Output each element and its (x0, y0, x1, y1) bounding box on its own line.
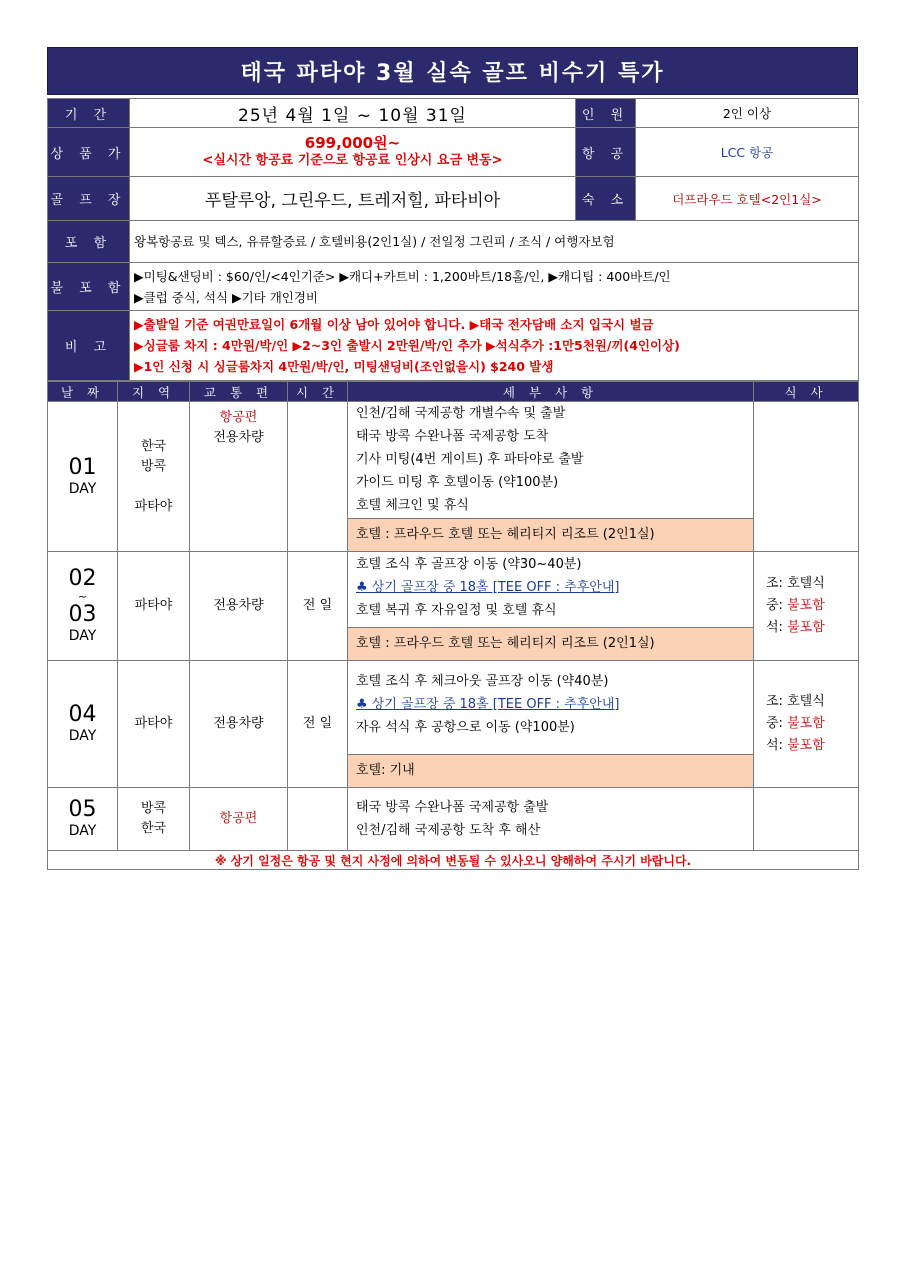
time-cell: 전 일 (288, 552, 348, 661)
footer-note: ※ 상기 일정은 항공 및 현지 사정에 의하여 변동될 수 있사오니 양해하여 주시기 바랍니다. (48, 851, 859, 870)
details-list (348, 402, 753, 518)
day-cell (48, 788, 118, 851)
meal-value: 호텔식 (787, 576, 825, 591)
region-cell: 파타야 (118, 552, 190, 661)
day-number: 02 (68, 566, 97, 591)
hotel-box: 호텔 : 프라우드 호텔 또는 헤리티지 리조트 (2인1실) (348, 518, 753, 551)
time-cell (288, 402, 348, 552)
day-number-end: 03 (68, 602, 97, 627)
transport-cell: 전용차량 (190, 661, 288, 788)
golf-value: 푸탈루앙, 그린우드, 트레저힐, 파타비아 (130, 177, 576, 221)
day-cell (48, 661, 118, 788)
meals-cell (754, 402, 859, 552)
schedule-row (48, 788, 859, 851)
detail-line: 가이드 미팅 후 호텔이동 (약100분) (356, 475, 559, 490)
schedule-row (48, 661, 859, 788)
meal-dinner (754, 617, 858, 639)
transport-vehicle: 전용차량 (213, 430, 264, 445)
header-details: 세 부 사 항 (348, 382, 754, 402)
period-label: 기 간 (48, 99, 130, 128)
details-cell (348, 661, 754, 788)
details-cell (348, 402, 754, 552)
detail-line: 기사 미팅(4번 게이트) 후 파타야로 출발 (356, 452, 584, 467)
region-line: 방콕 (140, 458, 167, 474)
people-value: 2인 이상 (636, 99, 859, 128)
details-list (348, 552, 753, 627)
day-label: DAY (68, 480, 97, 497)
meals-cell (754, 788, 859, 851)
golf-label: 골 프 장 (48, 177, 130, 221)
include-value: 왕복항공료 및 텍스, 유류할증료 / 호텔비용(2인1실) / 전일정 그린피 / 조식 / 여행자보험 (130, 221, 859, 263)
golf-line: ♣ 상기 골프장 중 18홀 [TEE OFF : 추후안내] (356, 697, 620, 712)
region-spacer (118, 477, 189, 497)
detail-line: 호텔 체크인 및 휴식 (356, 498, 469, 513)
region-cell (118, 402, 190, 552)
price-value: 699,000원~ (304, 134, 401, 152)
itinerary-sheet (47, 47, 858, 870)
meal-key: 석: (766, 620, 783, 635)
meal-lunch (754, 713, 858, 735)
day-label: DAY (68, 728, 97, 744)
transport-cell: 항공편 (190, 788, 288, 851)
meal-key: 조: (766, 576, 783, 591)
exclude-label: 불 포 함 (48, 263, 130, 311)
time-cell: 전 일 (288, 661, 348, 788)
exclude-line-1: ▶미팅&샌딩비 : $60/인/<4인기준> ▶캐디+카트비 : 1,200바트/18홀/인, ▶캐디팁 : 400바트/인 (134, 268, 671, 284)
remarks-line-2: ▶싱글룸 차지 : 4만원/박/인 ▶2~3인 출발시 2만원/박/인 추가 ▶석식추가 :1만5천원/끼(4인이상) (134, 338, 680, 353)
detail-line: 호텔 조식 후 체크아웃 골프장 이동 (약40분) (356, 674, 609, 689)
meal-key: 석: (766, 738, 783, 753)
day-label: DAY (68, 628, 97, 644)
meals-cell (754, 552, 859, 661)
header-time: 시 간 (288, 382, 348, 402)
header-date: 날 짜 (48, 382, 118, 402)
transport-cell (190, 402, 288, 552)
remarks-label: 비 고 (48, 311, 130, 381)
region-line: 한국 (140, 821, 167, 836)
meal-key: 중: (766, 598, 783, 613)
schedule-row (48, 402, 859, 552)
golf-line: ♣ 상기 골프장 중 18홀 [TEE OFF : 추후안내] (356, 580, 620, 595)
hotel-box: 호텔 : 프라우드 호텔 또는 헤리티지 리조트 (2인1실) (348, 627, 753, 660)
page-title: 태국 파타야 3월 실속 골프 비수기 특가 (47, 47, 858, 95)
header-transport: 교 통 편 (190, 382, 288, 402)
day-cell (48, 402, 118, 552)
meal-value: 불포함 (787, 598, 825, 613)
meal-value: 불포함 (787, 620, 825, 635)
details-list (348, 661, 753, 754)
day-number: 05 (68, 797, 97, 822)
day-number: 01 (68, 454, 97, 480)
period-value: 25년 4월 1일 ~ 10월 31일 (130, 99, 576, 128)
price-note: <실시간 항공료 기준으로 항공료 인상시 요금 변동> (202, 153, 503, 168)
schedule-row (48, 552, 859, 661)
day-number: 04 (68, 702, 97, 727)
remarks-line-3: ▶1인 신청 시 싱글룸차지 4만원/박/인, 미팅샌딩비(조인없을시) $240 발생 (134, 359, 554, 374)
include-label: 포 함 (48, 221, 130, 263)
details-cell (348, 788, 754, 851)
region-cell (118, 788, 190, 851)
meal-value: 불포함 (787, 738, 825, 753)
meal-value: 불포함 (787, 716, 825, 731)
time-cell (288, 788, 348, 851)
detail-line: 태국 방콕 수완나폼 국제공항 출발 (356, 800, 549, 815)
header-meals: 식 사 (754, 382, 859, 402)
price-label: 상 품 가 (48, 128, 130, 177)
detail-line: 호텔 조식 후 골프장 이동 (약30~40분) (356, 557, 582, 572)
hotel-label: 숙 소 (576, 177, 636, 221)
meal-key: 중: (766, 716, 783, 731)
meal-breakfast (754, 573, 858, 595)
product-info-table (47, 98, 859, 381)
meal-value: 호텔식 (787, 694, 825, 709)
day-cell (48, 552, 118, 661)
hotel-value: 더프라우드 호텔<2인1실> (636, 177, 859, 221)
header-region: 지 역 (118, 382, 190, 402)
detail-line: 인천/김해 국제공항 개별수속 및 출발 (356, 406, 566, 421)
day-tilde: ~ (77, 590, 88, 603)
meals-cell (754, 661, 859, 788)
details-spacer (348, 661, 753, 670)
region-cell: 파타야 (118, 661, 190, 788)
price-cell (130, 128, 576, 177)
region-line: 파타야 (134, 498, 173, 514)
day-label: DAY (68, 823, 97, 839)
meal-key: 조: (766, 694, 783, 709)
detail-line: 태국 방콕 수완나폼 국제공항 도착 (356, 429, 549, 444)
remarks-line-1: ▶출발일 기준 여권만료일이 6개월 이상 남아 있어야 합니다. ▶태국 전자담배 소지 입국시 벌금 (134, 317, 654, 332)
detail-line: 자유 석식 후 공항으로 이동 (약100분) (356, 720, 575, 735)
remarks-cell (130, 311, 859, 381)
details-cell (348, 552, 754, 661)
airline-label: 항 공 (576, 128, 636, 177)
meal-lunch (754, 595, 858, 617)
detail-line: 호텔 복귀 후 자유일정 및 호텔 휴식 (356, 603, 557, 618)
hotel-box: 호텔: 기내 (348, 754, 753, 787)
airline-value: LCC 항공 (636, 128, 859, 177)
meal-dinner (754, 735, 858, 757)
meal-breakfast (754, 691, 858, 713)
exclude-line-2: ▶클럽 중식, 석식 ▶기타 개인경비 (134, 289, 318, 305)
transport-cell: 전용차량 (190, 552, 288, 661)
people-label: 인 원 (576, 99, 636, 128)
region-line: 한국 (140, 438, 167, 454)
transport-flight: 항공편 (219, 410, 258, 425)
schedule-table (47, 381, 859, 870)
region-line: 방콕 (140, 801, 167, 816)
exclude-cell (130, 263, 859, 311)
detail-line: 인천/김해 국제공항 도착 후 해산 (356, 823, 541, 838)
